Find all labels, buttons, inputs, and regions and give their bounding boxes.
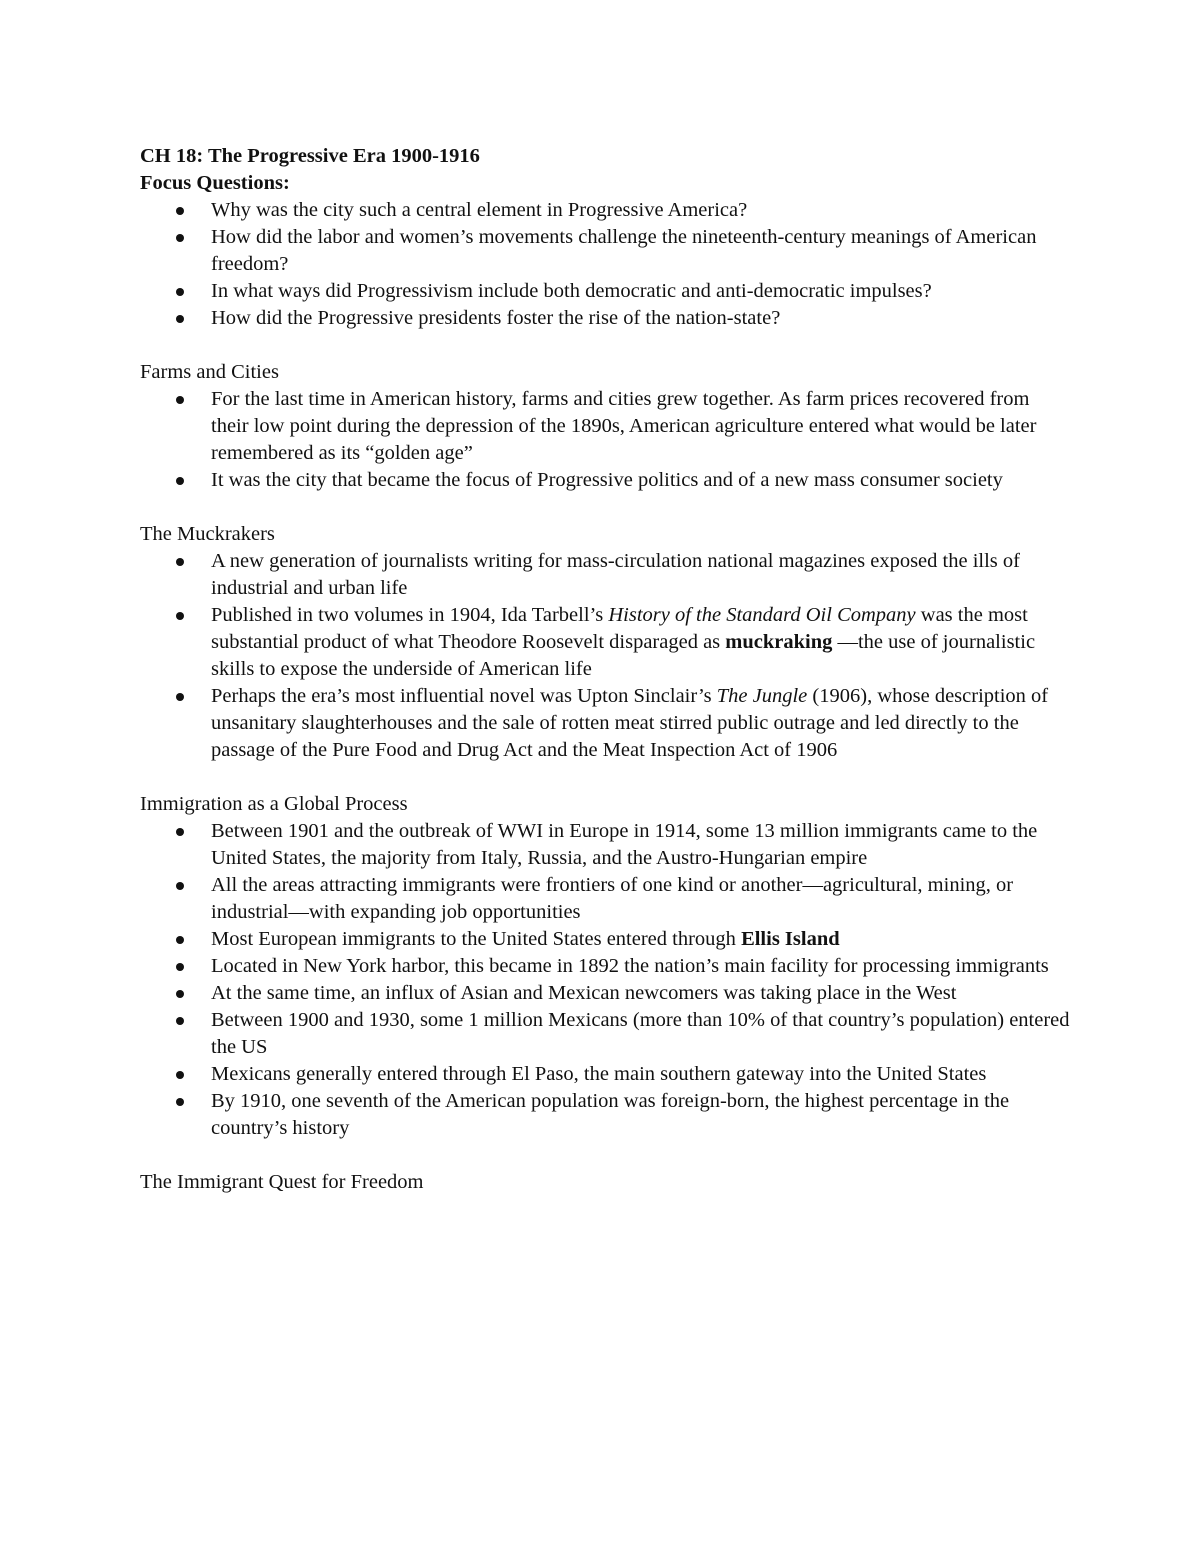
list-item: Between 1901 and the outbreak of WWI in Europe in 1914, some 13 million immigrants came to the United States, the majority from Italy, Russia, and the Austro-Hungarian empire: [211, 818, 1070, 872]
section-heading-muckrakers: The Muckrakers: [140, 523, 275, 545]
list-item: How did the Progressive presidents foster the rise of the nation-state?: [211, 305, 1070, 332]
bullet-icon: [176, 990, 184, 998]
list-item: Located in New York harbor, this became in 1892 the nation’s main facility for processing immigrants: [211, 953, 1070, 980]
section-heading-immigrant-quest: The Immigrant Quest for Freedom: [140, 1171, 424, 1193]
bullet-icon: [176, 315, 184, 323]
list-item: For the last time in American history, farms and cities grew together. As farm prices recovered from their low point during the depression of the 1890s, American agriculture entered what would be later remembered as its “golden age”: [211, 386, 1070, 467]
bullet-icon: [176, 1017, 184, 1025]
section-heading-immigration: Immigration as a Global Process: [140, 793, 408, 815]
bullet-icon: [176, 288, 184, 296]
list-item: Between 1900 and 1930, some 1 million Mexicans (more than 10% of that country’s population) entered the US: [211, 1007, 1070, 1061]
bullet-icon: [176, 963, 184, 971]
list-item: In what ways did Progressivism include both democratic and anti-democratic impulses?: [211, 278, 1070, 305]
list-item: Most European immigrants to the United States entered through Ellis Island: [211, 926, 1070, 953]
book-title: The Jungle: [716, 685, 808, 707]
immigration-list: [140, 818, 1070, 1142]
list-item: A new generation of journalists writing for mass-circulation national magazines exposed the ills of industrial and urban life: [211, 548, 1070, 602]
list-item: It was the city that became the focus of Progressive politics and of a new mass consumer society: [211, 467, 1070, 494]
list-item: Mexicans generally entered through El Paso, the main southern gateway into the United States: [211, 1061, 1070, 1088]
focus-questions-label: Focus Questions:: [140, 172, 290, 194]
key-term: Ellis Island: [741, 928, 840, 950]
bullet-icon: [176, 207, 184, 215]
muckrakers-list: [140, 548, 1070, 764]
bullet-icon: [176, 234, 184, 242]
list-item: By 1910, one seventh of the American population was foreign-born, the highest percentage in the country’s history: [211, 1088, 1070, 1142]
bullet-icon: [176, 882, 184, 890]
list-item: Why was the city such a central element in Progressive America?: [211, 197, 1070, 224]
list-item: Published in two volumes in 1904, Ida Tarbell’s History of the Standard Oil Company was the most substantial product of what Theodore Roosevelt disparaged as muckraking —the use of journalistic skills to expose the underside of American life: [211, 602, 1070, 683]
bullet-icon: [176, 828, 184, 836]
page-title: CH 18: The Progressive Era 1900-1916: [140, 145, 480, 167]
bullet-icon: [176, 1098, 184, 1106]
bullet-icon: [176, 396, 184, 404]
key-term: muckraking: [725, 631, 833, 653]
list-item: Perhaps the era’s most influential novel was Upton Sinclair’s The Jungle (1906), whose description of unsanitary slaughterhouses and the sale of rotten meat stirred public outrage and led directly to the passage of the Pure Food and Drug Act and the Meat Inspection Act of 1906: [211, 683, 1070, 764]
book-title: History of the Standard Oil Company: [608, 604, 916, 626]
bullet-icon: [176, 612, 184, 620]
bullet-icon: [176, 477, 184, 485]
farms-list: [140, 386, 1070, 494]
bullet-icon: [176, 936, 184, 944]
list-item: How did the labor and women’s movements challenge the nineteenth-century meanings of American freedom?: [211, 224, 1070, 278]
focus-questions-list: [140, 197, 1070, 332]
bullet-icon: [176, 1071, 184, 1079]
section-heading-farms-and-cities: Farms and Cities: [140, 361, 279, 383]
document-page: [140, 143, 1070, 1196]
list-item: All the areas attracting immigrants were frontiers of one kind or another—agricultural, mining, or industrial—with expanding job opportunities: [211, 872, 1070, 926]
bullet-icon: [176, 558, 184, 566]
list-item: At the same time, an influx of Asian and Mexican newcomers was taking place in the West: [211, 980, 1070, 1007]
bullet-icon: [176, 693, 184, 701]
